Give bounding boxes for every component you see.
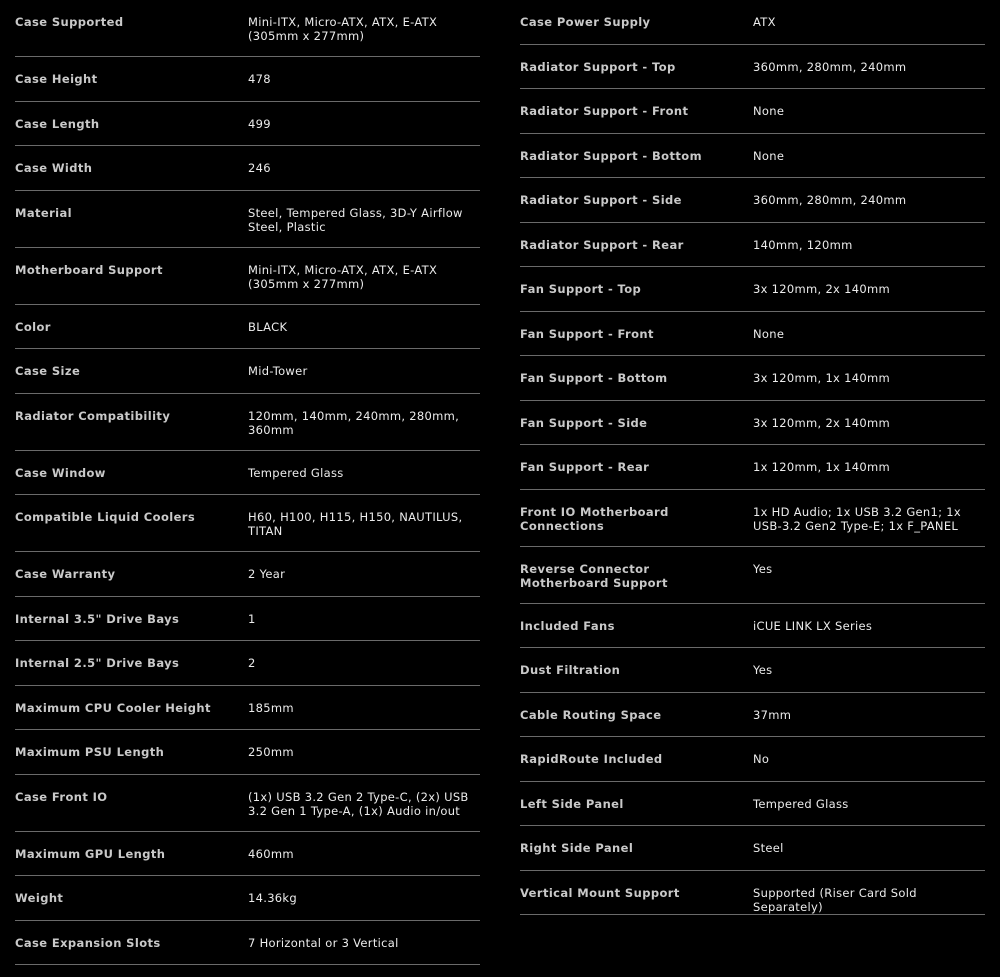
spec-label: Vertical Mount Support [520, 885, 680, 900]
spec-value: No [753, 752, 770, 766]
spec-row [15, 597, 480, 642]
spec-value: 1 [248, 611, 256, 626]
spec-label: Case Size [15, 364, 81, 378]
spec-row [520, 547, 985, 604]
spec-row [15, 191, 480, 248]
spec-value: Tempered Glass [753, 796, 849, 811]
spec-value: 360mm, 280mm, 240mm [753, 59, 907, 74]
spec-row [15, 57, 480, 102]
spec-label: Radiator Support - Rear [520, 237, 684, 252]
spec-label: Maximum CPU Cooler Height [15, 700, 211, 715]
spec-row [520, 604, 985, 649]
spec-label: Cable Routing Space [520, 707, 662, 722]
spec-value: iCUE LINK LX Series [753, 618, 873, 633]
specs-table-right [520, 0, 985, 915]
spec-value: 2 [248, 656, 256, 670]
spec-value: Steel, Tempered Glass, 3D-Y Airflow Steel, Plastic [248, 205, 463, 234]
spec-label: Radiator Support - Front [520, 104, 689, 118]
spec-row [520, 871, 985, 916]
spec-value: Steel [753, 841, 784, 855]
spec-row [520, 737, 985, 782]
spec-label: Case Supported [15, 15, 124, 29]
spec-label: Case Warranty [15, 567, 116, 581]
spec-value: None [753, 326, 785, 341]
spec-row [15, 832, 480, 877]
spec-row [520, 223, 985, 268]
spec-row [15, 495, 480, 552]
spec-label: RapidRoute Included [520, 752, 663, 766]
spec-label: Fan Support - Side [520, 415, 648, 430]
spec-row [15, 775, 480, 832]
spec-row [15, 248, 480, 305]
spec-row [15, 146, 480, 191]
spec-value: 250mm [248, 745, 294, 759]
spec-value: 14.36kg [248, 891, 297, 905]
spec-row [520, 693, 985, 738]
spec-row [520, 134, 985, 179]
spec-value: None [753, 148, 785, 163]
spec-row [520, 312, 985, 357]
spec-row [520, 267, 985, 312]
spec-row [520, 826, 985, 871]
spec-label: Material [15, 205, 73, 220]
spec-label: Fan Support - Front [520, 326, 654, 341]
spec-value: 1x HD Audio; 1x USB 3.2 Gen1; 1x USB-3.2 Gen2 Type-E; 1x F_PANEL [753, 504, 961, 533]
spec-row [520, 782, 985, 827]
spec-label: Maximum GPU Length [15, 846, 166, 861]
spec-value: 246 [248, 161, 271, 175]
spec-label: Case Length [15, 116, 100, 131]
spec-value: 460mm [248, 846, 294, 861]
spec-label: Case Window [15, 465, 106, 480]
spec-value: 140mm, 120mm [753, 237, 853, 252]
spec-label: Reverse Connector Motherboard Support [520, 561, 668, 590]
spec-row [15, 349, 480, 394]
spec-row [520, 178, 985, 223]
spec-value: (1x) USB 3.2 Gen 2 Type-C, (2x) USB 3.2 Gen 1 Type-A, (1x) Audio in/out [248, 789, 469, 818]
spec-value: 3x 120mm, 2x 140mm [753, 415, 890, 430]
spec-label: Compatible Liquid Coolers [15, 510, 196, 524]
spec-label: Maximum PSU Length [15, 745, 165, 759]
spec-row [520, 490, 985, 547]
spec-label: Case Power Supply [520, 15, 651, 29]
spec-value: 120mm, 140mm, 240mm, 280mm, 360mm [248, 408, 460, 437]
spec-label: Front IO Motherboard Connections [520, 504, 669, 533]
spec-label: Radiator Support - Top [520, 59, 676, 74]
spec-label: Internal 3.5" Drive Bays [15, 611, 180, 626]
spec-row [15, 876, 480, 921]
spec-value: 360mm, 280mm, 240mm [753, 193, 907, 207]
spec-label: Case Expansion Slots [15, 935, 161, 950]
spec-value: 37mm [753, 707, 792, 722]
spec-label: Included Fans [520, 618, 615, 633]
spec-value: BLACK [248, 319, 288, 334]
spec-value: 499 [248, 116, 271, 131]
spec-label: Left Side Panel [520, 796, 624, 811]
spec-label: Case Height [15, 72, 98, 86]
spec-row [520, 45, 985, 90]
spec-label: Radiator Support - Bottom [520, 148, 702, 163]
spec-label: Fan Support - Rear [520, 460, 650, 474]
spec-row [15, 641, 480, 686]
spec-row [520, 89, 985, 134]
spec-label: Internal 2.5" Drive Bays [15, 656, 180, 670]
spec-label: Right Side Panel [520, 841, 634, 855]
spec-row [15, 451, 480, 496]
spec-row [15, 730, 480, 775]
spec-value: Yes [753, 561, 773, 576]
spec-value: Yes [753, 663, 773, 677]
spec-value: 7 Horizontal or 3 Vertical [248, 935, 399, 950]
spec-row [520, 648, 985, 693]
spec-value: 478 [248, 72, 271, 86]
spec-label: Color [15, 319, 51, 334]
spec-value: Mid-Tower [248, 364, 308, 378]
spec-row [520, 445, 985, 490]
spec-value: Tempered Glass [248, 465, 344, 480]
spec-row [15, 686, 480, 731]
spec-row [520, 401, 985, 446]
spec-value: H60, H100, H115, H150, NAUTILUS, TITAN [248, 510, 463, 538]
spec-label: Dust Filtration [520, 663, 621, 677]
spec-label: Fan Support - Top [520, 282, 642, 296]
spec-value: 1x 120mm, 1x 140mm [753, 460, 890, 474]
spec-value: Mini-ITX, Micro-ATX, ATX, E-ATX (305mm x 277mm) [248, 262, 438, 291]
specs-table-left [15, 0, 480, 965]
spec-row [15, 305, 480, 350]
spec-label: Case Width [15, 161, 93, 175]
spec-value: ATX [753, 15, 776, 29]
spec-value: 3x 120mm, 2x 140mm [753, 282, 890, 296]
spec-label: Radiator Compatibility [15, 408, 171, 423]
spec-row [15, 394, 480, 451]
spec-value: 2 Year [248, 567, 286, 581]
spec-row [15, 0, 480, 57]
spec-label: Radiator Support - Side [520, 193, 682, 207]
spec-value: 185mm [248, 700, 294, 715]
spec-value: 3x 120mm, 1x 140mm [753, 371, 890, 385]
spec-label: Motherboard Support [15, 262, 163, 277]
spec-value: Mini-ITX, Micro-ATX, ATX, E-ATX (305mm x 277mm) [248, 15, 438, 43]
spec-label: Fan Support - Bottom [520, 371, 668, 385]
spec-row [520, 356, 985, 401]
spec-value: Supported (Riser Card Sold Separately) [753, 885, 917, 914]
spec-label: Weight [15, 891, 64, 905]
spec-value: None [753, 104, 785, 118]
spec-row [520, 0, 985, 45]
spec-row [15, 102, 480, 147]
spec-label: Case Front IO [15, 789, 108, 804]
spec-row [15, 552, 480, 597]
spec-row [15, 921, 480, 966]
